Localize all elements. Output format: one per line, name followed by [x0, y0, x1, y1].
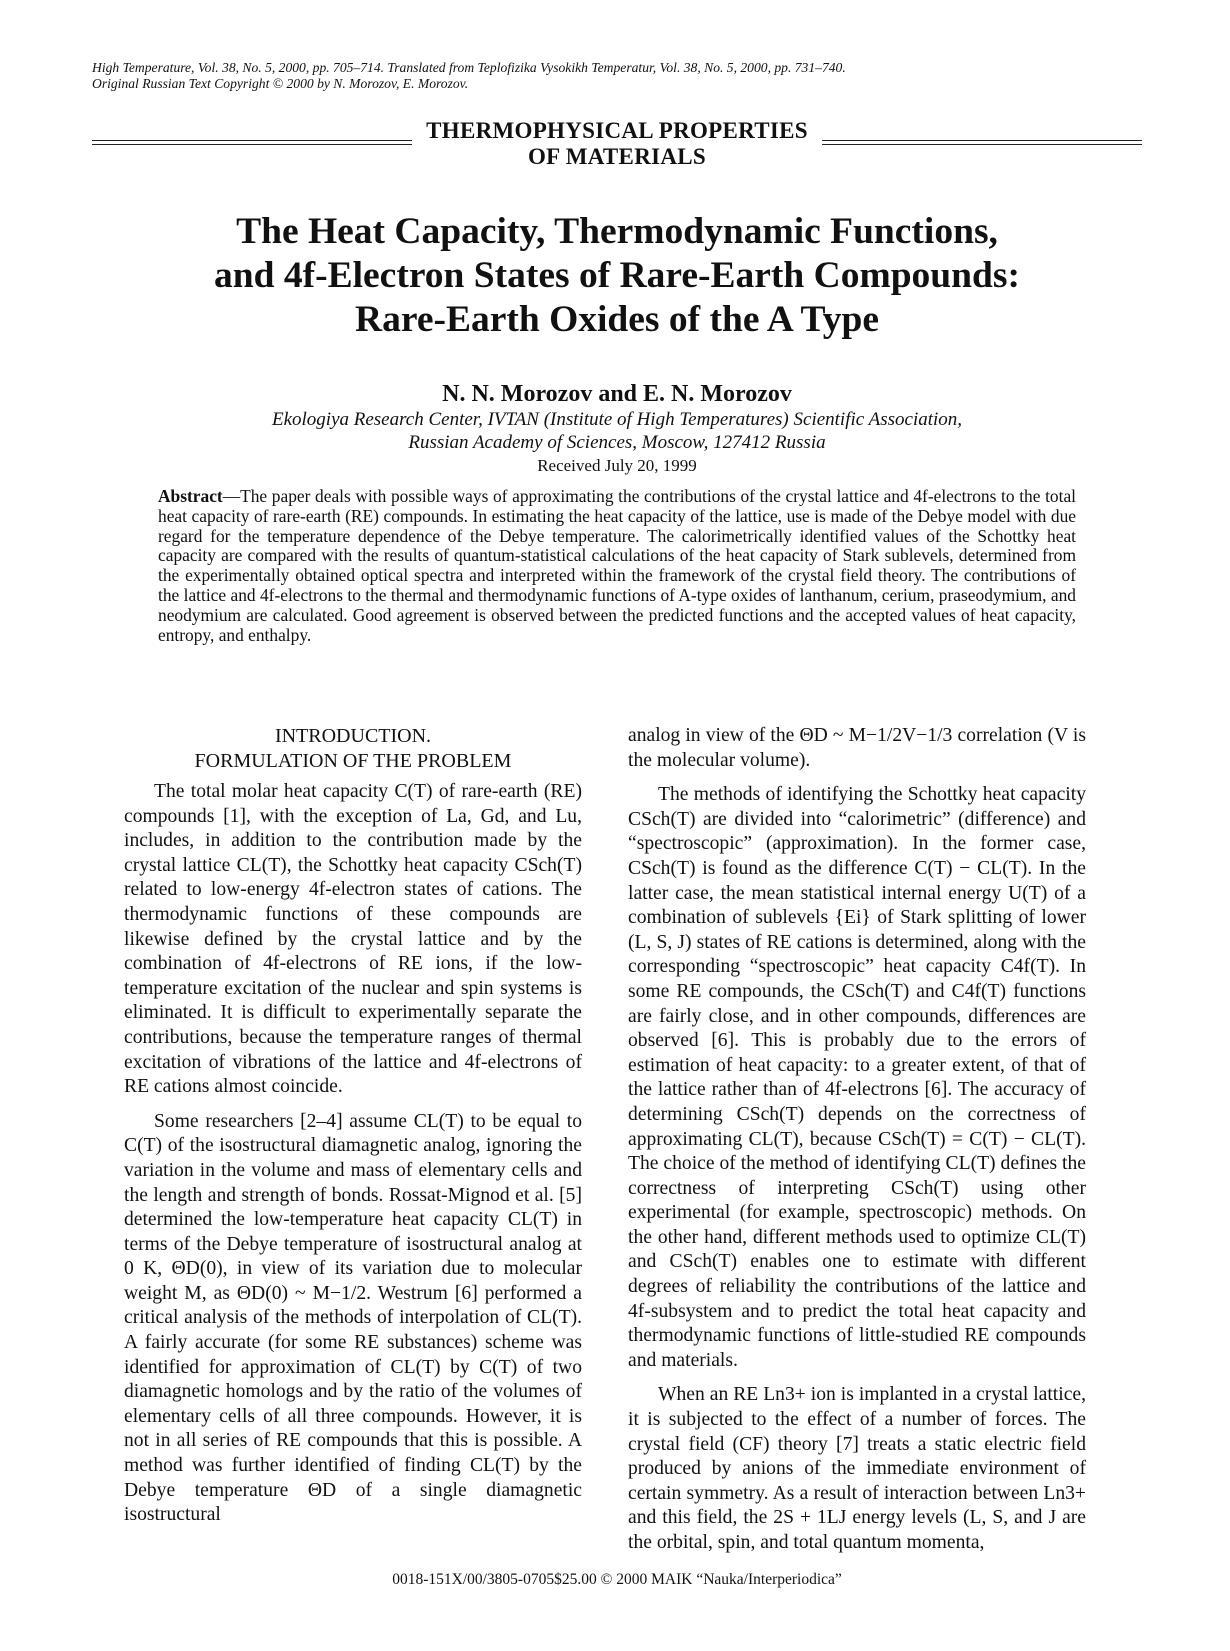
- abstract-label: Abstract: [158, 486, 223, 506]
- running-header: [92, 60, 1142, 92]
- title-line2: and 4f-Electron States of Rare-Earth Compounds:: [214, 255, 1020, 296]
- section-banner: [92, 118, 1142, 170]
- received-date: Received July 20, 1999: [537, 456, 697, 475]
- intro-heading-line2: FORMULATION OF THE PROBLEM: [194, 750, 512, 772]
- section-heading-line1: THERMOPHYSICAL PROPERTIES: [426, 118, 808, 143]
- running-header-copyright: Original Russian Text Copyright © 2000 by N. Morozov, E. Morozov.: [92, 76, 469, 91]
- column-right: [628, 724, 1086, 1566]
- intro-paragraph-1: The total molar heat capacity C(T) of rare-earth (RE) compounds [1], with the exception of La, Gd, and Lu, includes, in addition to the contribution made by the crystal lattice CL(T), the Schottky heat capacity CSch(T) related to low-energy 4f-electron states of cations. The thermodynamic functions of these compounds are likewise defined by the crystal lattice and by the combination of 4f-electrons of RE ions, if the low-temperature excitation of the nuclear and spin systems is eliminated. It is difficult to experimentally separate the contributions, because the temperature ranges of thermal excitation of vibrations of the lattice and 4f-electrons of RE cations almost coincide.: [124, 781, 582, 1098]
- paper-title: [92, 210, 1142, 342]
- affiliation-line1: Ekologiya Research Center, IVTAN (Institute of High Temperatures) Scientific Association,: [271, 409, 963, 430]
- abstract: [158, 487, 1076, 645]
- banner-rule-right: [822, 140, 1142, 145]
- authors: N. N. Morozov and E. N. Morozov: [442, 381, 792, 407]
- title-line1: The Heat Capacity, Thermodynamic Functions,: [236, 211, 998, 252]
- intro-heading-line1: INTRODUCTION.: [274, 725, 432, 747]
- column-left: [124, 724, 582, 1538]
- intro-paragraph-3: analog in view of the ΘD ~ M−1/2V−1/3 correlation (V is the molecular volume).: [628, 725, 1086, 771]
- affiliation-line2: Russian Academy of Sciences, Moscow, 127412 Russia: [408, 432, 826, 453]
- section-heading: [412, 118, 822, 170]
- intro-paragraph-2: Some researchers [2–4] assume CL(T) to be equal to C(T) of the isostructural diamagnetic analog, ignoring the variation in the volume and mass of elementary cells and the length and strength of bonds. Rossat-Mignod et al. [5] determined the low-temperature heat capacity CL(T) in terms of the Debye temperature of isostructural analog at 0 K, ΘD(0), in view of its variation due to molecular weight M, as ΘD(0) ~ M−1/2. Westrum [6] performed a critical analysis of the methods of interpolation of CL(T). A fairly accurate (for some RE substances) scheme was identified for approximation of CL(T) by C(T) of two diamagnetic homologs and by the ratio of the volumes of elementary cells of all three compounds. However, it is not in all series of RE compounds that this is possible. A method was further identified of finding CL(T) by the Debye temperature ΘD of a single diamagnetic isostructural: [124, 1110, 582, 1526]
- intro-paragraph-4: The methods of identifying the Schottky heat capacity CSch(T) are divided into “calorimetric” (difference) and “spectroscopic” (approximation). In the former case, CSch(T) is found as the difference C(T) − CL(T). In the latter case, the mean statistical internal energy U(T) of a combination of sublevels {Ei} of Stark splitting of lower (L, S, J) states of RE cations is determined, along with the corresponding “spectroscopic” heat capacity C4f(T). In some RE compounds, the CSch(T) and C4f(T) functions are fairly close, and in other compounds, differences are observed [6]. This is probably due to the errors of estimation of heat capacity: to a greater extent, of that of the lattice rather than of 4f-electrons [6]. The accuracy of determining CSch(T) depends on the correctness of approximating CL(T), because CSch(T) = C(T) − CL(T). The choice of the method of identifying CL(T) defines the correctness of interpreting CSch(T) using other experimental (for example, spectroscopic) methods. On the other hand, different methods used to optimize CL(T) and CSch(T) enables one to estimate with different degrees of reliability the contributions of the lattice and 4f-subsystem and to predict the total heat capacity and thermodynamic functions of little-studied RE compounds and materials.: [628, 784, 1086, 1371]
- footer-copyright: 0018-151X/00/3805-0705$25.00 © 2000 MAIK “Nauka/Interperiodica”: [392, 1571, 842, 1588]
- intro-heading: [124, 724, 582, 774]
- affiliation: [92, 408, 1142, 454]
- running-header-citation: High Temperature, Vol. 38, No. 5, 2000, pp. 705–714. Translated from Teplofizika Vysokikh Temperatur, Vol. 38, No. 5, 2000, pp. 731–740.: [92, 60, 846, 75]
- section-heading-line2: OF MATERIALS: [527, 144, 707, 169]
- intro-paragraph-5: When an RE Ln3+ ion is implanted in a crystal lattice, it is subjected to the effect of a number of forces. The crystal field (CF) theory [7] treats a static electric field produced by anions of the immediate environment of certain symmetry. As a result of interaction between Ln3+ and this field, the 2S + 1LJ energy levels (L, S, and J are the orbital, spin, and total quantum momenta,: [628, 1384, 1086, 1553]
- title-line3: Rare-Earth Oxides of the A Type: [355, 299, 879, 340]
- abstract-text: —The paper deals with possible ways of approximating the contributions of the crystal lattice and 4f-electrons to the total heat capacity of rare-earth (RE) compounds. In estimating the heat capacity of the lattice, use is made of the Debye model with due regard for the temperature dependence of the Debye temperature. The calorimetrically identified values of the Schottky heat capacity are compared with the results of quantum-statistical calculations of the heat capacity of Stark sublevels, determined from the experimentally obtained optical spectra and interpreted within the framework of the crystal field theory. The contributions of the lattice and 4f-electrons to the thermal and thermodynamic functions of A-type oxides of lanthanum, cerium, praseodymium, and neodymium are calculated. Good agreement is observed between the predicted functions and the accepted values of heat capacity, entropy, and enthalpy.: [158, 486, 1076, 645]
- banner-rule-left: [92, 140, 412, 145]
